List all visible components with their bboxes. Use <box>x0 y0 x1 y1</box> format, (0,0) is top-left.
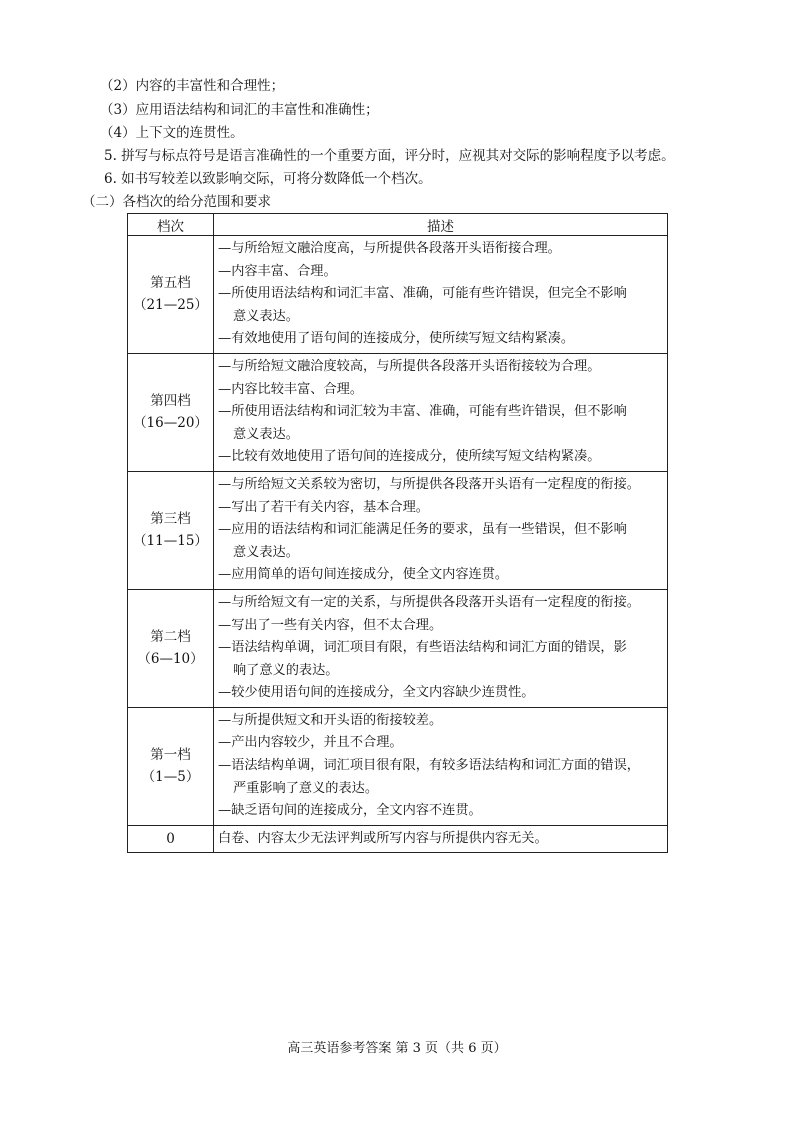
level-cell <box>128 471 214 589</box>
description-cell <box>214 825 668 853</box>
description-line: —内容丰富、合理。 <box>218 263 337 279</box>
column-header-level: 档次 <box>128 214 214 236</box>
table-row <box>128 353 668 471</box>
description-line: —与所给短文融洽度较高，与所提供各段落开头语衔接较为合理。 <box>218 358 601 374</box>
column-header-description: 描述 <box>214 214 668 236</box>
description-line: —缺乏语句间的连接成分，全文内容不连贯。 <box>218 803 482 819</box>
score-range: （16—20） <box>133 415 208 432</box>
level-cell <box>128 353 214 471</box>
level-cell <box>128 589 214 707</box>
criterion-item: （4）上下文的连贯性。 <box>100 125 244 141</box>
description-line: 意义表达。 <box>233 544 299 560</box>
description-line: —应用简单的语句间连接成分，使全文内容连贯。 <box>218 567 509 583</box>
score-range: （1—5） <box>141 769 200 786</box>
description-cell <box>214 471 668 589</box>
table-row <box>128 236 668 354</box>
level-cell <box>128 707 214 825</box>
level-name: 第一档 <box>150 747 191 764</box>
score-range: （21—25） <box>133 297 208 314</box>
level-name: 第三档 <box>150 511 191 528</box>
description-line: —语法结构单调，词汇项目有限，有些语法结构和词汇方面的错误，影 <box>218 640 627 656</box>
criterion-item: 6. 如书写较差以致影响交际，可将分数降低一个档次。 <box>104 171 432 187</box>
table-row <box>128 589 668 707</box>
page-footer: 高三英语参考答案 第 3 页（共 6 页） <box>287 1041 507 1056</box>
description-line: —有效地使用了语句间的连接成分，使所续写短文结构紧凑。 <box>218 331 575 347</box>
description-line: —所使用语法结构和词汇丰富、准确，可能有些许错误，但完全不影响 <box>218 286 627 302</box>
description-line: —产出内容较少，并且不合理。 <box>218 735 403 751</box>
description-cell <box>214 707 668 825</box>
description-line: —写出了一些有关内容，但不太合理。 <box>218 617 443 633</box>
section-heading: （二）各档次的给分范围和要求 <box>82 194 271 210</box>
level-name: 第四档 <box>150 393 191 410</box>
description-cell <box>214 236 668 354</box>
level-name: 第二档 <box>150 629 191 646</box>
level-cell: 0 <box>128 825 214 853</box>
score-range: （6—10） <box>137 651 204 668</box>
table-row <box>128 825 668 853</box>
table-row <box>128 471 668 589</box>
level-name: 第五档 <box>150 275 191 292</box>
description-line: —所使用语法结构和词汇较为丰富、准确，可能有些许错误，但不影响 <box>218 404 627 420</box>
description-line: —比较有效地使用了语句间的连接成分，使所续写短文结构紧凑。 <box>218 449 601 465</box>
description-line: 意义表达。 <box>233 308 299 324</box>
description-line: —语法结构单调，词汇项目很有限，有较多语法结构和词汇方面的错误， <box>218 758 640 774</box>
description-line: 响了意义的表达。 <box>233 662 339 678</box>
criterion-item: （3）应用语法结构和词汇的丰富性和准确性； <box>100 102 379 118</box>
table-row <box>128 707 668 825</box>
description-line: —与所给短文融洽度高，与所提供各段落开头语衔接合理。 <box>218 241 561 256</box>
description-cell <box>214 589 668 707</box>
description-line: 白卷、内容太少无法评判或所写内容与所提供内容无关。 <box>218 830 548 846</box>
criterion-item: （2）内容的丰富性和合理性； <box>100 78 285 94</box>
description-line: —与所给短文关系较为密切，与所提供各段落开头语有一定程度的衔接。 <box>218 476 640 492</box>
score-range: （11—15） <box>133 533 208 550</box>
description-line: —内容比较丰富、合理。 <box>218 381 364 397</box>
level-cell <box>128 236 214 354</box>
criterion-item: 5. 拼写与标点符号是语言准确性的一个重要方面，评分时，应视其对交际的影响程度予以考虑。 <box>104 148 675 164</box>
description-cell <box>214 353 668 471</box>
table-header-row <box>128 214 668 236</box>
description-line: —写出了若干有关内容，基本合理。 <box>218 499 429 515</box>
grading-table <box>127 213 668 853</box>
description-line: —应用的语法结构和词汇能满足任务的要求，虽有一些错误，但不影响 <box>218 522 627 538</box>
description-line: 严重影响了意义的表达。 <box>233 780 379 796</box>
description-line: —较少使用语句间的连接成分，全文内容缺少连贯性。 <box>218 685 535 701</box>
description-line: —与所提供短文和开头语的衔接较差。 <box>218 712 443 728</box>
description-line: —与所给短文有一定的关系，与所提供各段落开头语有一定程度的衔接。 <box>218 594 640 610</box>
description-line: 意义表达。 <box>233 426 299 442</box>
